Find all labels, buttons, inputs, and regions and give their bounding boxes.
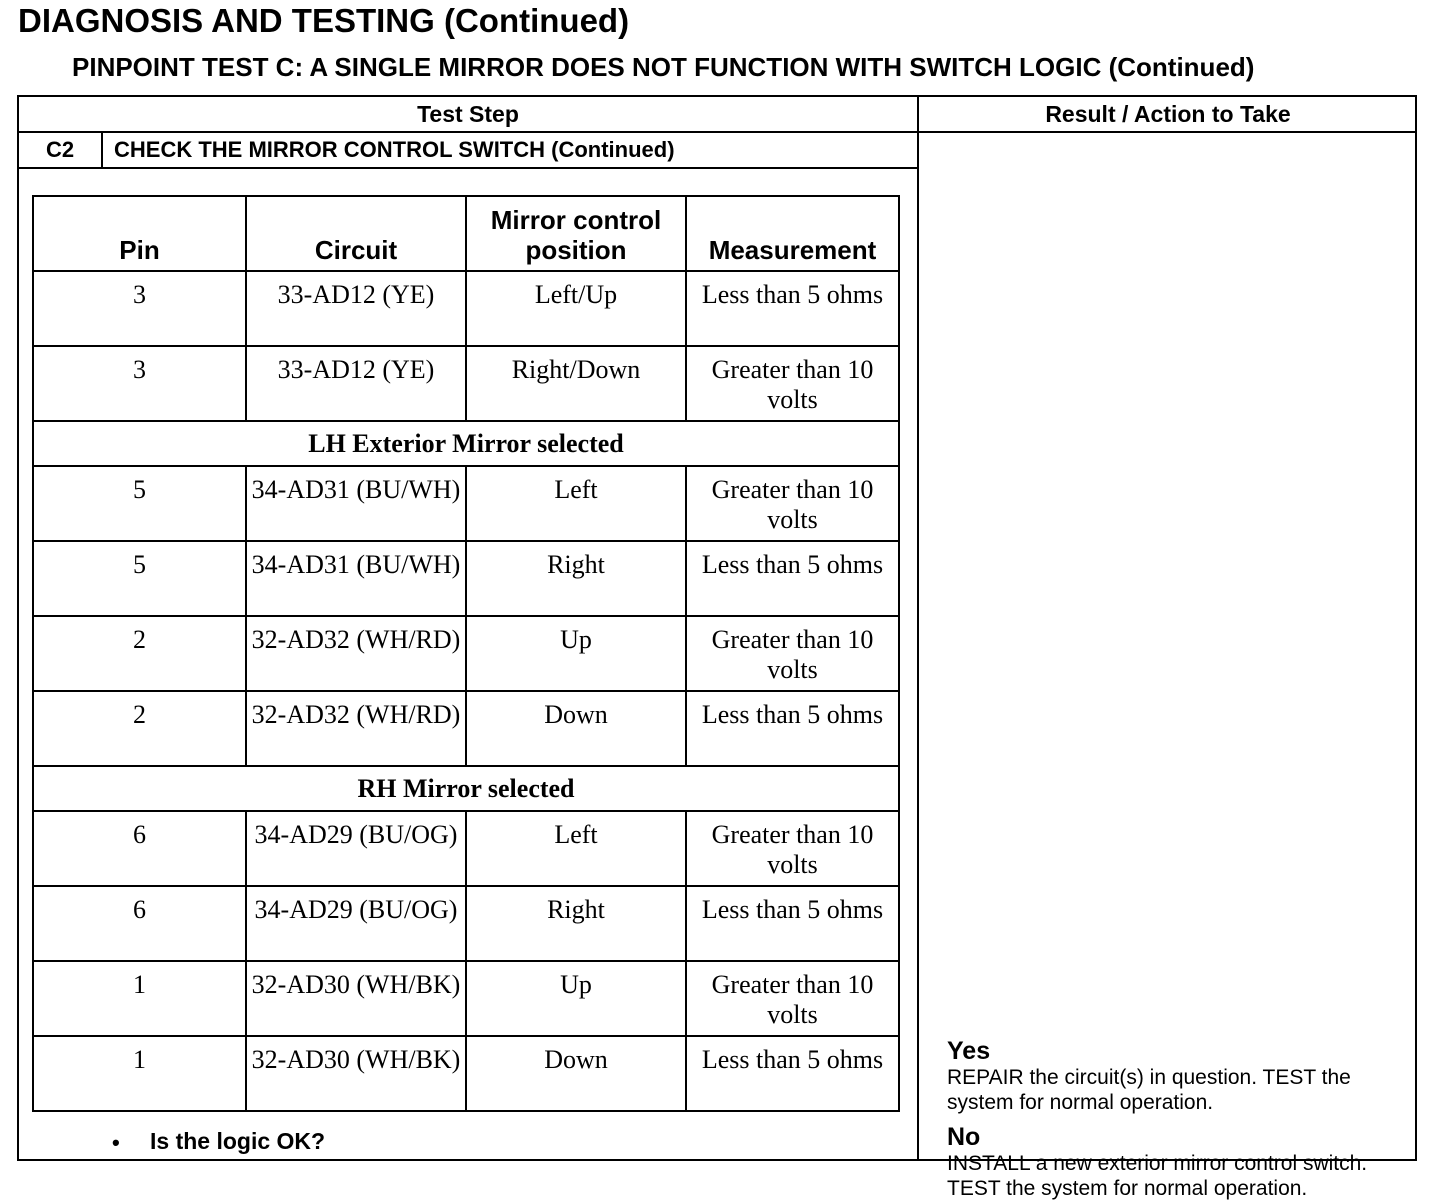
step-id-divider [101,133,103,167]
step-row-divider [19,167,917,169]
table-row [33,886,899,961]
cell-circuit: 33-AD12 (YE) [246,346,466,421]
cell-circuit: 34-AD29 (BU/OG) [246,886,466,961]
cell-circuit: 32-AD32 (WH/RD) [246,691,466,766]
bullet-icon: • [112,1130,120,1155]
cell-circuit: 34-AD31 (BU/WH) [246,541,466,616]
yes-label: Yes [947,1037,991,1065]
cell-position: Left [466,466,686,541]
column-header-test-step: Test Step [417,101,519,127]
cell-measurement: Greater than 10 volts [686,616,899,691]
cell-circuit: 33-AD12 (YE) [246,271,466,346]
cell-circuit: 34-AD29 (BU/OG) [246,811,466,886]
cell-position: Up [466,616,686,691]
cell-position: Right [466,541,686,616]
step-id: C2 [45,137,75,162]
cell-pin: 2 [33,616,246,691]
table-row [33,346,899,421]
table-row [33,811,899,886]
cell-position: Right [466,886,686,961]
header-position: Mirror control position [466,196,686,271]
cell-measurement: Less than 5 ohms [686,271,899,346]
cell-measurement: Greater than 10 volts [686,961,899,1036]
pin-measurement-table [32,195,900,1112]
cell-measurement: Greater than 10 volts [686,466,899,541]
table-row [33,616,899,691]
cell-circuit: 32-AD30 (WH/BK) [246,1036,466,1111]
cell-pin: 1 [33,1036,246,1111]
cell-pin: 2 [33,691,246,766]
column-divider [917,97,919,1159]
cell-position: Up [466,961,686,1036]
cell-measurement: Less than 5 ohms [686,541,899,616]
page-title: DIAGNOSIS AND TESTING (Continued) [18,2,630,39]
cell-circuit: 32-AD32 (WH/RD) [246,616,466,691]
test-question: Is the logic OK? [150,1128,326,1154]
cell-measurement: Less than 5 ohms [686,886,899,961]
cell-pin: 6 [33,886,246,961]
result-panel [947,1037,1417,1201]
no-action: INSTALL a new exterior mirror control switch. TEST the system for normal operation. [947,1152,1368,1200]
section-row [33,421,899,466]
table-row [33,466,899,541]
yes-action: REPAIR the circuit(s) in question. TEST the system for normal operation. [947,1066,1351,1114]
cell-pin: 1 [33,961,246,1036]
column-header-result: Result / Action to Take [1045,101,1291,127]
cell-position: Down [466,1036,686,1111]
cell-measurement: Less than 5 ohms [686,691,899,766]
section-label: RH Mirror selected [33,766,899,811]
table-body [33,271,899,1111]
cell-position: Left [466,811,686,886]
table-row [33,691,899,766]
step-title: CHECK THE MIRROR CONTROL SWITCH (Continued) [114,137,675,162]
pinpoint-test-title: PINPOINT TEST C: A SINGLE MIRROR DOES NOT FUNCTION WITH SWITCH LOGIC (Continued) [72,52,1255,82]
cell-pin: 3 [33,271,246,346]
table-header-row [33,196,899,271]
cell-circuit: 32-AD30 (WH/BK) [246,961,466,1036]
header-pin: Pin [33,196,246,271]
cell-pin: 6 [33,811,246,886]
cell-measurement: Less than 5 ohms [686,1036,899,1111]
header-circuit: Circuit [246,196,466,271]
table-row [33,1036,899,1111]
cell-measurement: Greater than 10 volts [686,811,899,886]
section-label: LH Exterior Mirror selected [33,421,899,466]
table-row [33,271,899,346]
table-row [33,541,899,616]
cell-pin: 5 [33,466,246,541]
cell-measurement: Greater than 10 volts [686,346,899,421]
cell-position: Right/Down [466,346,686,421]
cell-position: Down [466,691,686,766]
table-row [33,961,899,1036]
cell-pin: 3 [33,346,246,421]
cell-position: Left/Up [466,271,686,346]
header-measurement: Measurement [686,196,899,271]
section-row [33,766,899,811]
cell-circuit: 34-AD31 (BU/WH) [246,466,466,541]
no-label: No [947,1123,981,1151]
cell-pin: 5 [33,541,246,616]
